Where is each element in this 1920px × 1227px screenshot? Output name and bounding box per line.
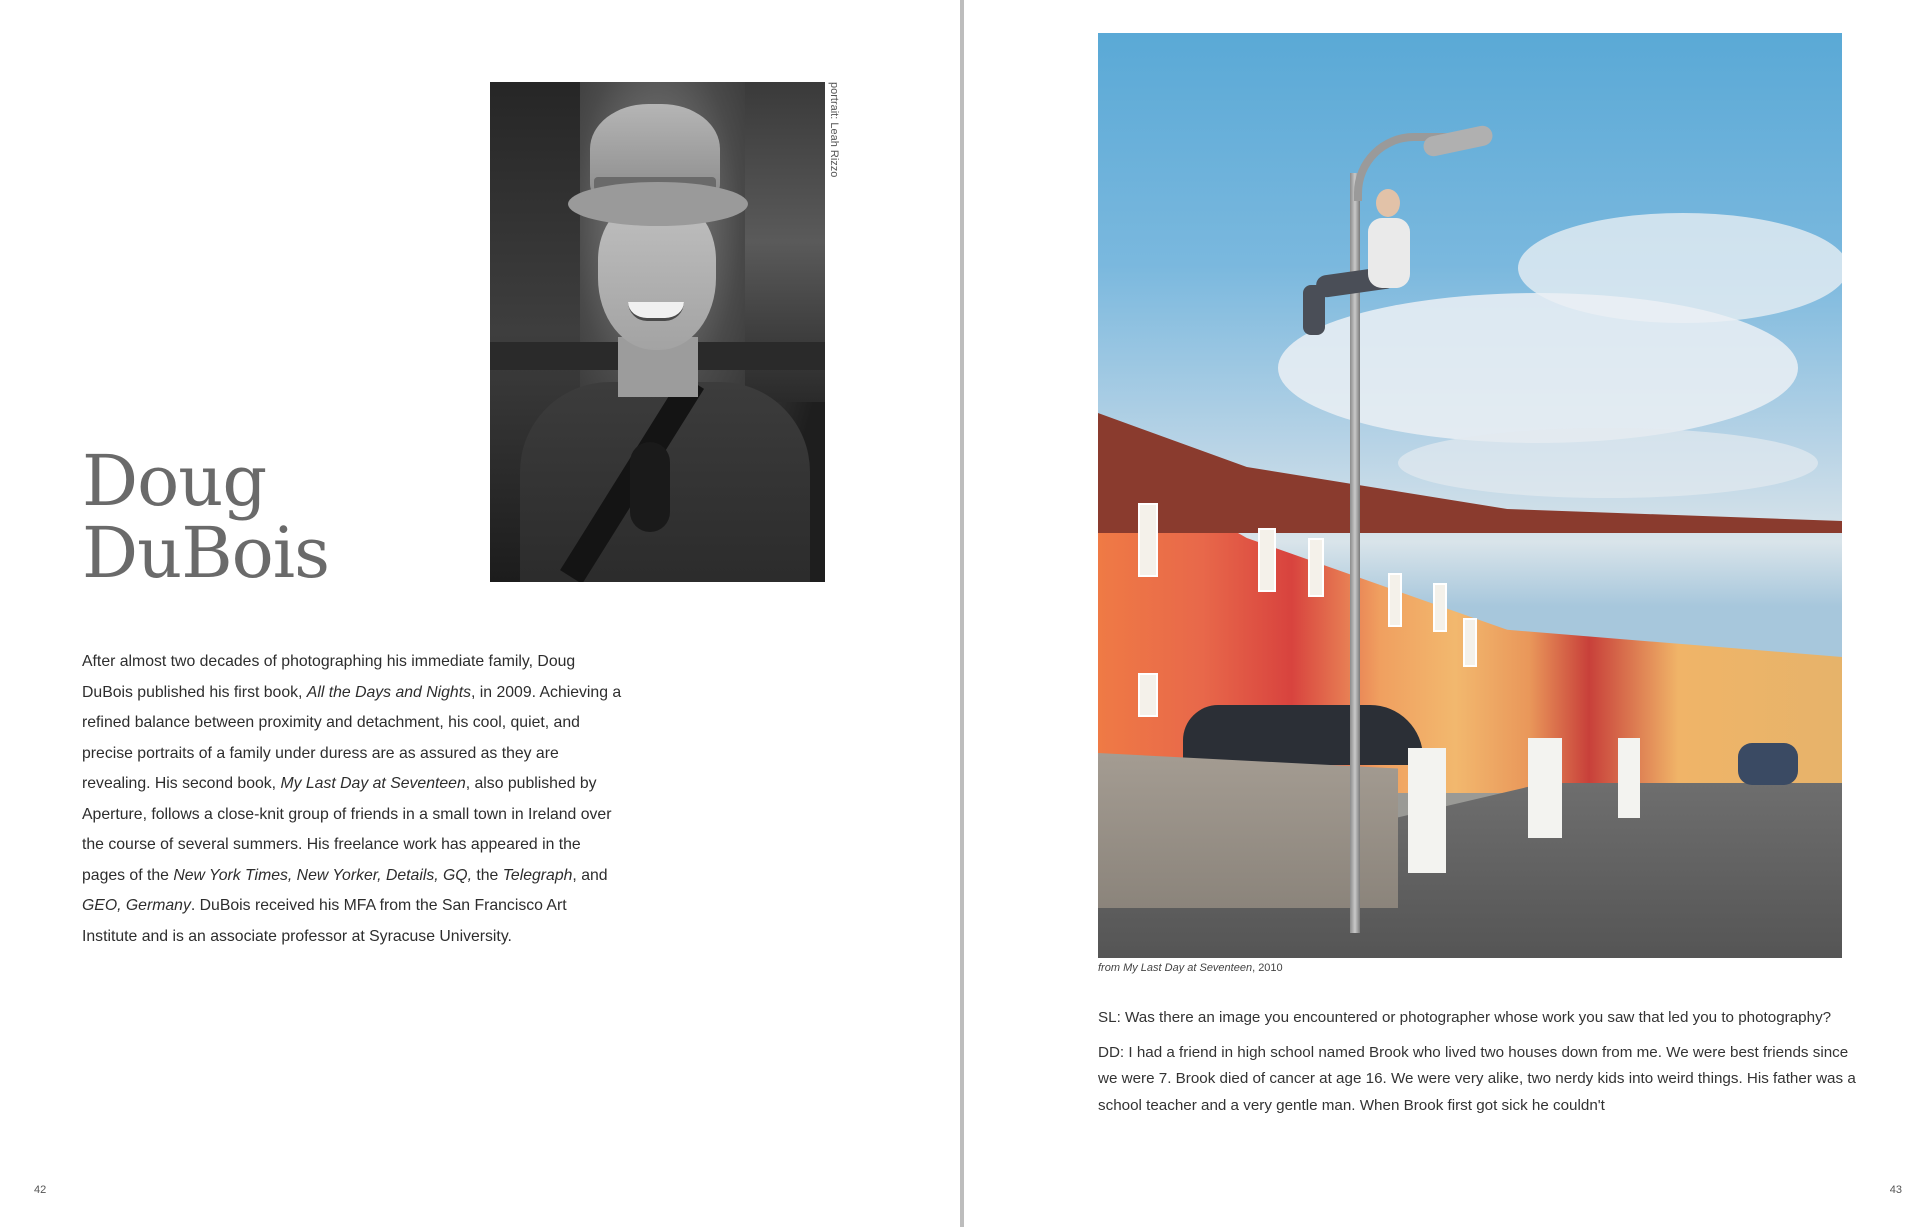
bio-text-4: the xyxy=(471,866,503,884)
photo-window xyxy=(1258,528,1276,592)
photo-window xyxy=(1433,583,1447,632)
bio-text-5: , and xyxy=(572,866,608,884)
photo-window xyxy=(1308,538,1324,597)
portrait-hat-brim xyxy=(568,182,748,226)
photo-parked-car xyxy=(1738,743,1798,785)
page-title xyxy=(82,440,330,594)
bio-book-title-1: All the Days and Nights xyxy=(306,683,471,701)
photo-parked-car xyxy=(1183,705,1423,765)
photo-window xyxy=(1138,503,1158,577)
portrait-sunglasses xyxy=(630,442,670,532)
bio-book-title-2: My Last Day at Seventeen xyxy=(280,775,466,792)
bio-text-2: , in 2009. Achieving a refined balance between proximity and detachment, his cool, quiet, and precise portraits of a family under duress are as assured as they are revealing. His second book, xyxy=(82,683,622,792)
caption-title: My Last Day at Seventeen xyxy=(1123,962,1253,974)
photo-window xyxy=(1138,673,1158,717)
interview-text xyxy=(1098,1005,1858,1127)
page-number-right: 43 xyxy=(1889,1184,1902,1196)
portrait-credit: portrait: Leah Rizzo xyxy=(828,82,840,178)
feature-photo xyxy=(1098,33,1842,958)
title-last-name: DuBois xyxy=(82,512,330,594)
bio-publications-1: New York Times, New Yorker, Details, GQ, xyxy=(173,866,472,884)
title-first-name: Doug xyxy=(82,440,267,522)
photo-wall-pier xyxy=(1408,748,1446,873)
caption-prefix: from xyxy=(1098,962,1124,974)
photo-caption xyxy=(1098,962,1283,974)
photo-wall-pier xyxy=(1618,738,1640,818)
photo-window xyxy=(1388,573,1402,627)
bio-text-1: After almost two decades of photographing his immediate family, Doug DuBois published his first book, xyxy=(82,653,576,701)
page-number-left: 42 xyxy=(34,1184,47,1196)
photo-boy-head xyxy=(1376,189,1400,217)
photo-wall-pier xyxy=(1528,738,1562,838)
bio-paragraph xyxy=(82,647,622,952)
bio-text-3: , also published by Aperture, follows a close-knit group of friends in a small town in Ireland over the course of several summers. His freelance work has appeared in the pages of the xyxy=(82,775,612,884)
caption-year: , 2010 xyxy=(1252,962,1283,974)
bio-publication-telegraph: Telegraph xyxy=(502,866,573,884)
bio-text-6: . DuBois received his MFA from the San Francisco Art Institute and is an associate professor at Syracuse University. xyxy=(82,897,567,945)
bio-publication-geo: GEO, Germany xyxy=(82,897,191,914)
portrait-photo xyxy=(490,82,825,582)
interview-question: SL: Was there an image you encountered or photographer whose work you saw that led you to photography? xyxy=(1098,1009,1832,1026)
photo-cloud xyxy=(1398,428,1818,498)
photo-window xyxy=(1463,618,1477,667)
photo-boy-body xyxy=(1368,218,1410,288)
interview-answer: DD: I had a friend in high school named Brook who lived two houses down from me. We were best friends since we were 7. Brook died of cancer at age 16. We were very alike, two nerdy kids into weird things. His father was a school teacher and a very gentle man. When Brook first got sick he couldn't xyxy=(1098,1043,1856,1114)
